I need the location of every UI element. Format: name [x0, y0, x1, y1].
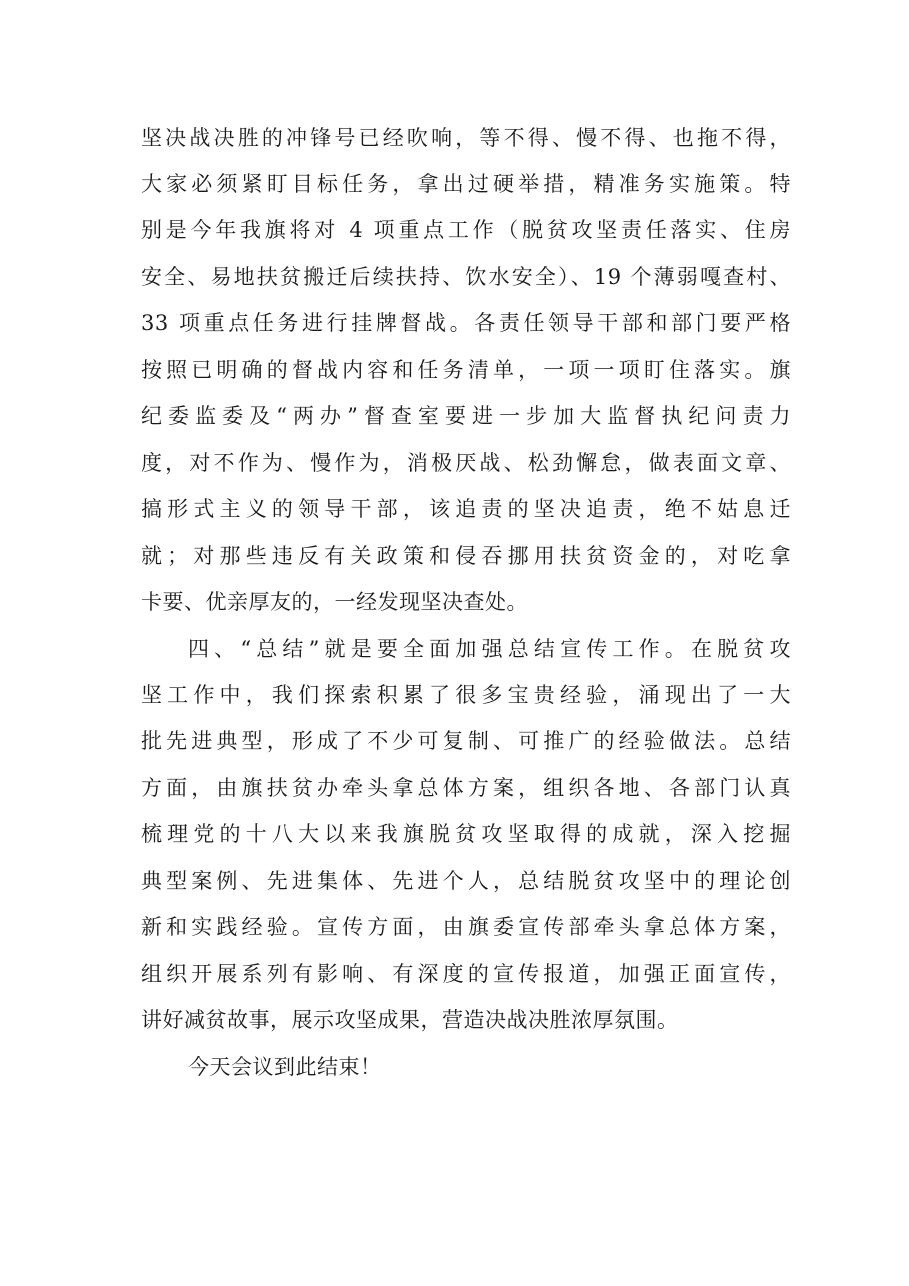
text-line: 大家必须紧盯目标任务，拿出过硬举措，精准务实施策。特 — [141, 172, 791, 196]
text-line: 批先进典型，形成了不少可复制、可推广的经验做法。总结 — [141, 729, 791, 753]
text-line: 坚工作中，我们探索积累了很多宝贵经验，涌现出了一大 — [141, 683, 791, 707]
text-line: 33 项重点任务进行挂牌督战。各责任领导干部和部门要严格 — [141, 311, 791, 335]
text-line: 四、“总结”就是要全面加强总结宣传工作。在脱贫攻 — [188, 637, 791, 661]
text-line: 度，对不作为、慢作为，消极厌战、松劲懈怠，做表面文章、 — [141, 451, 791, 475]
text-line: 卡要、优亲厚友的，一经发现坚决查处。 — [141, 590, 528, 614]
text-line: 今天会议到此结束！ — [188, 1055, 382, 1079]
text-line: 方面，由旗扶贫办牵头拿总体方案，组织各地、各部门认真 — [141, 776, 791, 800]
text-line: 新和实践经验。宣传方面，由旗委宣传部牵头拿总体方案， — [141, 915, 791, 939]
text-line: 按照已明确的督战内容和任务清单，一项一项盯住落实。旗 — [141, 358, 791, 382]
text-line: 搞形式主义的领导干部，该追责的坚决追责，绝不姑息迁 — [141, 497, 791, 521]
text-line: 就；对那些违反有关政策和侵吞挪用扶贫资金的，对吃拿 — [141, 544, 791, 568]
text-line: 组织开展系列有影响、有深度的宣传报道，加强正面宣传， — [141, 962, 791, 986]
text-line: 梳理党的十八大以来我旗脱贫攻坚取得的成就，深入挖掘 — [141, 822, 791, 846]
text-line: 安全、易地扶贫搬迁后续扶持、饮水安全）、19 个薄弱嘎查村、 — [141, 265, 791, 289]
text-line: 讲好减贫故事，展示攻坚成果，营造决战决胜浓厚氛围。 — [141, 1008, 679, 1032]
text-line: 别是今年我旗将对 4 项重点工作（脱贫攻坚责任落实、住房 — [141, 218, 791, 242]
text-line: 坚决战决胜的冲锋号已经吹响，等不得、慢不得、也拖不得， — [141, 126, 791, 150]
text-line: 纪委监委及“两办”督查室要进一步加大监督执纪问责力 — [141, 404, 791, 428]
text-line: 典型案例、先进集体、先进个人，总结脱贫攻坚中的理论创 — [141, 869, 791, 893]
